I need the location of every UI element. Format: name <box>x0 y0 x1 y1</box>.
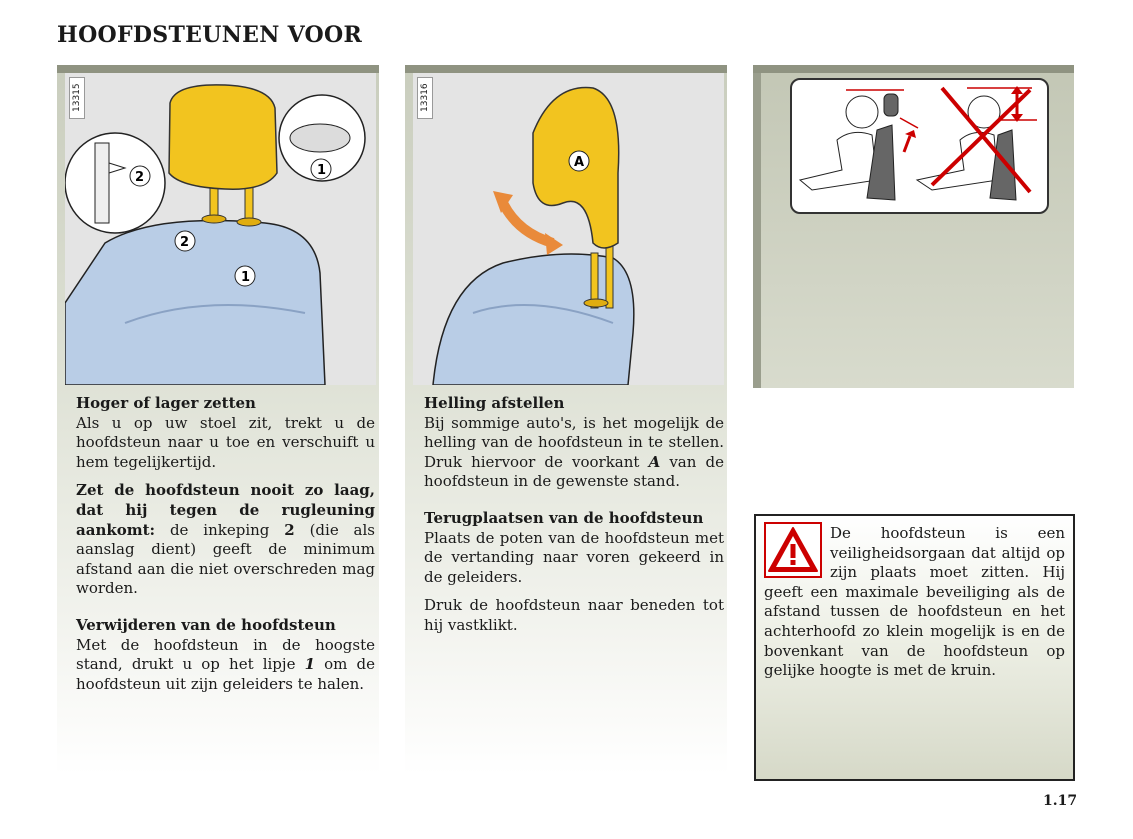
heading-tilt: Helling afstellen <box>424 394 565 412</box>
heading-reinstall: Terugplaatsen van de hoofdsteun <box>424 508 704 527</box>
callout-1: 1 <box>241 270 251 285</box>
para-adjust-height: Als u op uw stoel zit, trekt u de hoofdsteun naar u toe en verschuift u hem tegelijkertijd. <box>76 413 375 471</box>
callout-2-inset: 2 <box>135 170 145 185</box>
headrest-tilt-drawing <box>413 73 724 385</box>
figure-code: 13316 <box>417 77 433 119</box>
para-tilt: Bij sommige auto's, is het mogelijk de helling van de hoofdsteun in te stellen. Druk hiervoor de voorkant A van de hoofdsteun in de gewenste stand. <box>424 413 725 491</box>
heading-remove: Verwijderen van de hoofdsteun <box>76 615 336 634</box>
warning-box <box>754 514 1075 781</box>
para-remove: Met de hoofdsteun in de hoogste stand, drukt u op het lipje 1 om de hoofdsteun uit zijn geleiders te halen. <box>76 635 375 693</box>
callout-a: A <box>574 155 585 170</box>
column-top-bar <box>405 65 727 73</box>
warning-text: De hoofdsteun is een veiligheidsorgaan dat altijd op zijn plaats moet zitten. Hij geeft een maximale beveiliging als de afstand tussen de hoofdsteun en het achterhoofd zo klein mogelijk is en de bovenkant van de hoofdsteun op gelijke hoogte is met de kruin. <box>764 524 1065 680</box>
head-position-drawing <box>792 80 1047 212</box>
page-title: HOOFDSTEUNEN VOOR <box>57 22 363 48</box>
column-top-bar <box>57 65 379 73</box>
headrest-height-illustration <box>65 73 376 385</box>
column-2-text <box>424 394 724 636</box>
callout-1-inset: 1 <box>317 163 327 178</box>
heading-adjust-height: Hoger of lager zetten <box>76 394 256 412</box>
headrest-tilt-illustration <box>413 73 724 385</box>
figure-code: 13315 <box>69 77 85 119</box>
para-reinstall: Plaats de poten van de hoofdsteun met de vertanding naar voren gekeerd in de geleiders. <box>424 528 724 586</box>
headrest-height-drawing <box>65 73 376 385</box>
para-warning-low: Zet de hoofdsteun nooit zo laag, dat hij tegen de rugleuning aankomt: de inkeping 2 (die als aanslag dient) geeft de minimum afstand aan die niet overschreden mag worden. <box>76 481 375 598</box>
para-press-down: Druk de hoofdsteun naar beneden tot hij vastklikt. <box>424 596 724 634</box>
warning-text-container <box>764 524 1065 681</box>
correct-incorrect-diagram <box>790 78 1049 214</box>
callout-2: 2 <box>180 235 190 250</box>
column-1-text <box>76 394 375 694</box>
column-top-bar <box>753 65 1074 73</box>
page-number: 1.17 <box>1043 793 1078 809</box>
